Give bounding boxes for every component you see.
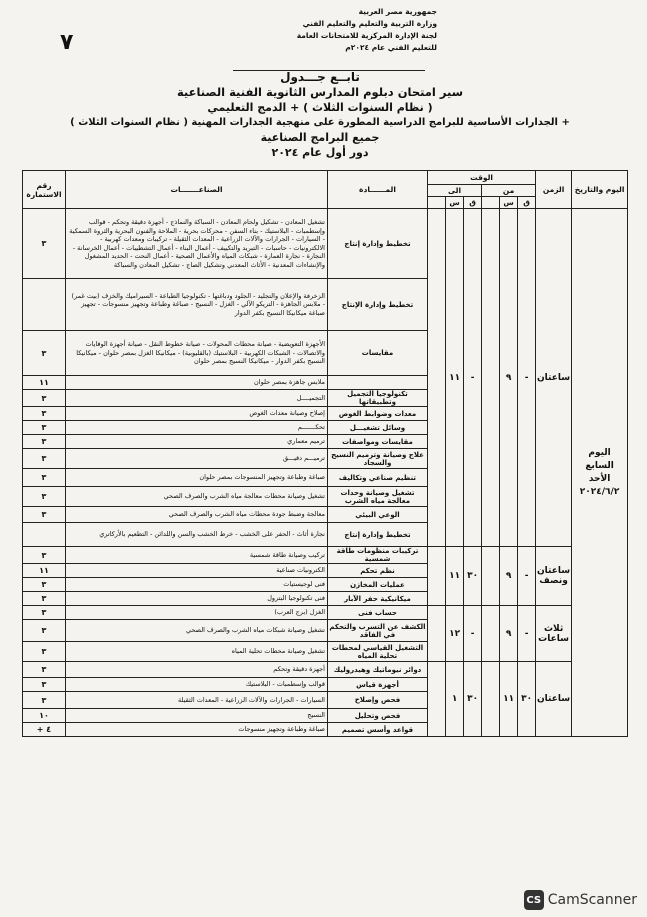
form-number-cell: ٣: [23, 620, 66, 642]
form-number-cell: ٣: [23, 421, 66, 435]
form-number-cell: [23, 279, 66, 331]
table-row: [23, 606, 628, 620]
form-number-cell: ١٠: [23, 709, 66, 723]
subject-cell: التشغيل القياسي لمحطات تحلية المياه: [328, 642, 428, 662]
form-number-cell: ٣: [23, 642, 66, 662]
industries-cell: أجهزة دقيقة وتحكم: [66, 662, 328, 678]
to-hour-cell: ١١: [446, 209, 464, 547]
industries-cell: التجميــــل: [66, 390, 328, 407]
header-line: جمهورية مصر العربية: [358, 7, 437, 16]
from-blank-cell: [482, 662, 500, 737]
title-line-5: جميع البرامج الصناعية: [260, 131, 380, 144]
exam-schedule-table: [22, 170, 627, 737]
title-line-1: تابــع جـــدول: [280, 70, 360, 84]
table-row: [23, 662, 628, 678]
camscanner-label: CamScanner: [547, 892, 637, 908]
industries-cell: تركيب وصيانة طاقة شمسية: [66, 547, 328, 564]
form-number-cell: ٣: [23, 547, 66, 564]
industries-cell: فنى تكنولوجيا البترول: [66, 592, 328, 606]
title-line-4: + الجدارات الأساسية للبرامج الدراسية المطورة على منهجية الجدارات المهنية ( نظام السنوات الثلاث ): [70, 117, 570, 128]
industries-cell: تشغيل المعادن - تشكيل ولحام المعادن - السباكة والنماذج - أجهزة دقيقة وتحكم - قوالب وإسطمبات - البلاستيك - بناء السفن - محركات بحرية - الملاحة والفنون البحرية والثروة السمكية - السيارات - الجرارات والآلات الزراعية - المعدات الثقيلة - تركيبات ومعدات كهربية - الالكترونيات - حاسبات - التبريد والتكييف - أعمال البناء - أعمال التشطيبات - أعمال الخرسانة - النجارة - نجارة العمارة - شبكات المياه والأعمال الصحية - أعمال النحت - الحديد المشغول والإنشاءات المعدنية - الأثاث المعدني وتشكيل الصاج - تشكيل المعادن والسباكة: [66, 209, 328, 279]
day-date-line: الأحد: [588, 473, 611, 484]
form-number-cell: ٣: [23, 449, 66, 469]
to-blank-cell: [428, 606, 446, 662]
to-minute-cell: -: [464, 209, 482, 547]
industries-cell: تشغيل وصيانة محطات تحلية المياه: [66, 642, 328, 662]
day-date-line: اليوم: [588, 447, 611, 458]
industries-cell: ملابس جاهزة بمصر حلوان: [66, 376, 328, 390]
col-header-hour: س: [500, 197, 518, 209]
form-number-cell: ١١: [23, 564, 66, 578]
title-line-6: دور أول عام ٢٠٢٤: [271, 146, 369, 159]
col-header-to: الى: [428, 185, 482, 197]
industries-cell: معالجة وضبط جودة محطات مياه الشرب والصرف الصحي: [66, 507, 328, 523]
to-hour-cell: ١: [446, 662, 464, 737]
form-number-cell: ٣: [23, 678, 66, 692]
col-header-blank: [428, 197, 446, 209]
table-row: [23, 547, 628, 564]
form-number-cell: ٣: [23, 578, 66, 592]
form-number-cell: ٣: [23, 407, 66, 421]
subject-cell: دوائر نيوماتيك وهيدروليك: [328, 662, 428, 678]
from-minute-cell: -: [518, 606, 536, 662]
industries-cell: صباغة وطباعة وتجهيز منسوجات: [66, 723, 328, 737]
title-line-3: ( نظام السنوات الثلاث ) + الدمج التعليمي: [207, 101, 433, 114]
from-blank-cell: [482, 209, 500, 547]
camscanner-watermark: [524, 889, 637, 911]
from-hour-cell: ١١: [500, 662, 518, 737]
from-hour-cell: ٩: [500, 209, 518, 547]
subject-cell: مقايسات: [328, 331, 428, 376]
subject-cell: تركيبات منظومات طاقة شمسية: [328, 547, 428, 564]
form-number-cell: ٣: [23, 469, 66, 487]
form-number-cell: ٤ +: [23, 723, 66, 737]
header-line: للتعليم الفني عام ٢٠٢٤م: [345, 43, 437, 52]
duration-cell: ثلاث ساعات: [536, 606, 572, 662]
industries-cell: الكترونيات صناعية: [66, 564, 328, 578]
industries-cell: الغزل (برج العرب): [66, 606, 328, 620]
industries-cell: فنى لوجيستيات: [66, 578, 328, 592]
subject-cell: أجهزة قياس: [328, 678, 428, 692]
to-blank-cell: [428, 662, 446, 737]
subject-cell: عمليات المخازن: [328, 578, 428, 592]
industries-cell: إصلاح وصيانة معدات الغوص: [66, 407, 328, 421]
col-header-hour: س: [446, 197, 464, 209]
subject-cell: تخطيط وإدارة الإنتاج: [328, 279, 428, 331]
form-number-cell: ٣: [23, 209, 66, 279]
form-number-cell: ٣: [23, 435, 66, 449]
subject-cell: تخطيط وإدارة إنتاج: [328, 523, 428, 547]
form-number-cell: ٣: [23, 662, 66, 678]
subject-cell: حساب فنى: [328, 606, 428, 620]
day-date-line: السابع: [585, 460, 614, 471]
from-blank-cell: [482, 547, 500, 606]
subject-cell: قواعد وأسس تصميم: [328, 723, 428, 737]
subject-cell: تنظيم صناعي وتكاليف: [328, 469, 428, 487]
to-blank-cell: [428, 547, 446, 606]
industries-cell: ترميم معماري: [66, 435, 328, 449]
form-number-cell: ٣: [23, 507, 66, 523]
col-header-time: الوقت: [428, 171, 536, 185]
from-minute-cell: -: [518, 209, 536, 547]
form-number-cell: ٣: [23, 606, 66, 620]
industries-cell: السيارات - الجرارات والآلات الزراعية - المعدات الثقيلة: [66, 692, 328, 709]
page-number: ٧: [60, 30, 74, 55]
duration-cell: ساعتان: [536, 209, 572, 547]
day-date-line: ٢٠٢٤/٦/٢: [579, 486, 620, 497]
subject-cell: معدات وضوابط الغوص: [328, 407, 428, 421]
duration-cell: ساعتان ونصف: [536, 547, 572, 606]
form-number-cell: ٣: [23, 692, 66, 709]
industries-cell: نجارة أثاث - الحفر على الخشب - خرط الخشب والسن واللدائن - التطعيم بالأركاتري: [66, 523, 328, 547]
subject-cell: فحص وإصلاح: [328, 692, 428, 709]
ministry-header: [237, 6, 437, 54]
from-minute-cell: ٣٠: [518, 662, 536, 737]
subject-cell: فحص وتحليل: [328, 709, 428, 723]
industries-cell: تحكـــــــم: [66, 421, 328, 435]
to-hour-cell: ١١: [446, 547, 464, 606]
col-header-minute: ق: [464, 197, 482, 209]
to-minute-cell: -: [464, 606, 482, 662]
form-number-cell: ٣: [23, 331, 66, 376]
to-blank-cell: [428, 209, 446, 547]
subject-cell: ميكانيكية حفر الآبار: [328, 592, 428, 606]
document-titles: [40, 70, 600, 160]
subject-cell: نظم تحكم: [328, 564, 428, 578]
day-date-cell: [572, 209, 628, 737]
subject-cell: تخطيط وإدارة إنتاج: [328, 209, 428, 279]
to-minute-cell: ٣٠: [464, 547, 482, 606]
camscanner-logo: CS: [524, 890, 544, 910]
industries-cell: تشغيل وصيانة محطات معالجة مياه الشرب والصرف الصحي: [66, 487, 328, 507]
industries-cell: تشغيل وصيانة شبكات مياه الشرب والصرف الصحي: [66, 620, 328, 642]
industries-cell: ترميـــم دقيـــق: [66, 449, 328, 469]
header-line: لجنة الإدارة المركزية للامتحانات العامة: [296, 31, 437, 40]
from-hour-cell: ٩: [500, 547, 518, 606]
from-blank-cell: [482, 606, 500, 662]
col-header-duration: الزمن: [536, 171, 572, 209]
col-header-form: رقم الاستمارة: [23, 171, 66, 209]
subject-cell: الوعي البيئي: [328, 507, 428, 523]
col-header-minute: ق: [518, 197, 536, 209]
industries-cell: النسيج: [66, 709, 328, 723]
industries-cell: قوالب وإسطمبات - البلاستيك: [66, 678, 328, 692]
subject-cell: [328, 376, 428, 390]
form-number-cell: ١١: [23, 376, 66, 390]
to-hour-cell: ١٢: [446, 606, 464, 662]
title-line-2: سير امتحان دبلوم المدارس الثانوية الفنية الصناعية: [176, 85, 464, 99]
col-header-day: اليوم والتاريخ: [572, 171, 628, 209]
subject-cell: الكشف عن التسرب والتحكم في الفاقد: [328, 620, 428, 642]
from-hour-cell: ٩: [500, 606, 518, 662]
col-header-industries: الصناعـــــــات: [66, 171, 328, 209]
col-header-from: من: [482, 185, 536, 197]
col-header-subject: المــــــادة: [328, 171, 428, 209]
industries-cell: الزخرفة والإعلان والتجليد - الجلود ودباغتها - تكنولوجيا الطباعة - السيراميك والخزف (بيت غمر) - ملابس الجاهزة - التريكو الآلي - الغزل - النسيج - صباغة وطباعة وتجهيز منسوجات - تجهيز صباغة ميكانيكا النسيج بكفر الدوار: [66, 279, 328, 331]
table-row: [23, 209, 628, 279]
industries-cell: صباغة وطباعة وتجهيز المنسوجات بمصر حلوان: [66, 469, 328, 487]
header-line: وزارة التربية والتعليم والتعليم الفني: [302, 19, 437, 28]
form-number-cell: [23, 523, 66, 547]
subject-cell: تكنولوجيا التجميل وتطبيقاتها: [328, 390, 428, 407]
form-number-cell: ٣: [23, 592, 66, 606]
from-minute-cell: -: [518, 547, 536, 606]
subject-cell: مقايسات ومواصفات: [328, 435, 428, 449]
industries-cell: الأجهزة التعويضية - صيانة محطات المحولات - صيانة خطوط النقل - صيانة أجهزة الوقايات والاتصالات - الشبكات الكهربية - البلاستيك (بالقليوبية) - ميكانيكا الغزل بمصر حلوان - ميكانيكا النسيج بكفر الدوار - ميكانيكا النسيج بمصر حلوان: [66, 331, 328, 376]
col-header-blank: [482, 197, 500, 209]
form-number-cell: ٣: [23, 487, 66, 507]
subject-cell: علاج وصيانة وترميم النسيج والسجاد: [328, 449, 428, 469]
to-minute-cell: ٣٠: [464, 662, 482, 737]
subject-cell: تشغيل وصيانة وحدات معالجة مياه الشرب: [328, 487, 428, 507]
subject-cell: وسائل تشغيـــل: [328, 421, 428, 435]
form-number-cell: ٣: [23, 390, 66, 407]
duration-cell: ساعتان: [536, 662, 572, 737]
